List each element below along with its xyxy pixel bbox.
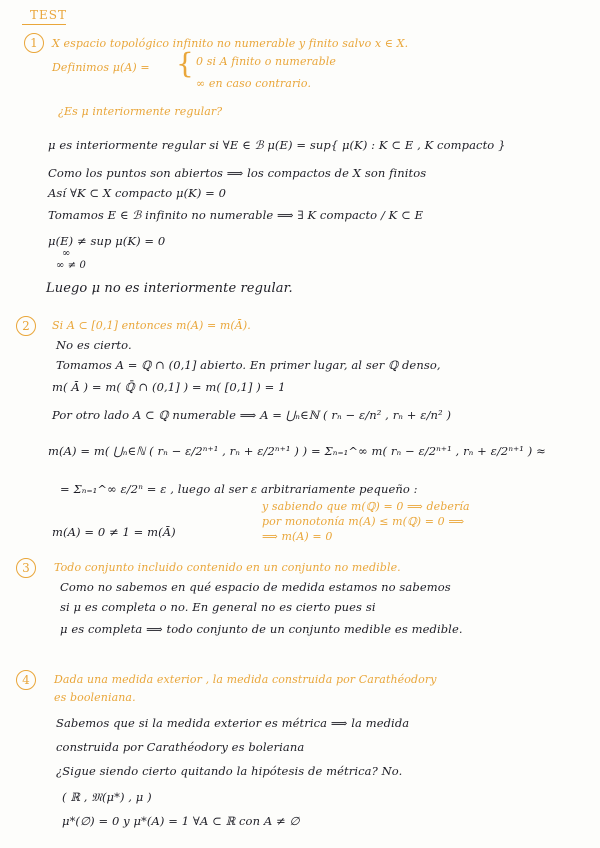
q2-conclusion: m(A) = 0 ≠ 1 = m(Ā) <box>52 525 176 539</box>
q2-statement: Si A ⊂ [0,1] entonces m(A) = m(Ā). <box>52 319 251 332</box>
q2-note-line-3: ⟹ m(A) = 0 <box>262 530 333 543</box>
q4-answer-line-3: ¿Sigue siendo cierto quitando la hipótesis de métrica? No. <box>56 764 403 778</box>
q3-answer-line-3: μ es completa ⟹ todo conjunto de un conjunto medible es medible. <box>60 622 463 636</box>
q1-answer-line-3: Así ∀K ⊂ X compacto μ(K) = 0 <box>48 186 227 200</box>
q2-answer-line-6: = Σₙ₌₁^∞ ε/2ⁿ = ε , luego al ser ε arbitrariamente pequeño : <box>60 482 418 496</box>
q2-note-line-2: por monotonía m(A) ≤ m(ℚ) = 0 ⟹ <box>262 515 465 528</box>
q2-note-line-1: y sabiendo que m(ℚ) = 0 ⟹ debería <box>262 500 470 513</box>
q4-answer-line-5: μ*(∅) = 0 y μ*(A) = 1 ∀A ⊂ ℝ con A ≠ ∅ <box>62 814 300 828</box>
q4-answer-line-1: Sabemos que si la medida exterior es métrica ⟹ la medida <box>56 716 410 730</box>
q4-answer-line-4: ( ℝ , 𝔐(μ*) , μ ) <box>62 790 152 804</box>
q1-case-otherwise: ∞ en caso contrario. <box>196 77 312 90</box>
q2-answer-line-4: Por otro lado A ⊂ ℚ numerable ⟹ A = ⋃ₙ∈ℕ ( rₙ − ε/n² , rₙ + ε/n² ) <box>52 408 452 422</box>
q2-answer-line-3: m( Ā ) = m( ℚ̄ ∩ (0,1] ) = m( [0,1] ) = 1 <box>52 380 286 394</box>
q1-conclusion: Luego μ no es interiormente regular. <box>46 281 293 296</box>
q3-answer-line-1: Como no sabemos en qué espacio de medida estamos no sabemos <box>60 580 451 594</box>
q1-question: ¿Es μ interiormente regular? <box>58 105 223 118</box>
question-number-1: 1 <box>24 33 44 53</box>
q1-answer-line-5-sub2: ∞ ≠ 0 <box>56 260 86 271</box>
question-number-4: 4 <box>16 670 36 690</box>
q1-answer-line-2: Como los puntos son abiertos ⟹ los compactos de X son finitos <box>48 166 427 180</box>
q1-definition-label: Definimos μ(A) = <box>52 61 150 74</box>
q1-statement: X espacio topológico infinito no numerable y finito salvo x ∈ X. <box>52 37 409 50</box>
q1-answer-line-4: Tomamos E ∈ ℬ infinito no numerable ⟹ ∃ K compacto / K ⊂ E <box>48 208 424 222</box>
q1-answer-line-5-sub: ∞ <box>62 248 71 259</box>
q4-answer-line-2: construida por Carathéodory es boleriana <box>56 740 305 754</box>
q4-statement-line-1: Dada una medida exterior , la medida construida por Carathéodory <box>54 673 437 686</box>
title-underline <box>22 24 66 25</box>
question-number-2: 2 <box>16 316 36 336</box>
q3-answer-line-2: si μ es completa o no. En general no es cierto pues si <box>60 600 376 614</box>
q2-answer-line-5: m(A) = m( ⋃ₙ∈ℕ ( rₙ − ε/2ⁿ⁺¹ , rₙ + ε/2ⁿ⁺¹ ) ) = Σₙ₌₁^∞ m( rₙ − ε/2ⁿ⁺¹ , rₙ + ε/2ⁿ⁺¹ ) ≈ <box>48 444 546 458</box>
q1-answer-line-5: μ(E) ≠ sup μ(K) = 0 <box>48 234 166 248</box>
q1-answer-line-1: μ es interiormente regular si ∀E ∈ ℬ μ(E) = sup{ μ(K) : K ⊂ E , K compacto } <box>48 138 506 152</box>
question-number-3: 3 <box>16 558 36 578</box>
page-title: TEST <box>30 8 67 22</box>
q4-statement-line-2: es booleniana. <box>54 691 136 704</box>
q2-answer-line-2: Tomamos A = ℚ ∩ (0,1] abierto. En primer lugar, al ser ℚ denso, <box>56 358 441 372</box>
q2-answer-line-1: No es cierto. <box>56 338 132 352</box>
q1-case-finite: 0 si A finito o numerable <box>196 55 336 68</box>
q3-statement: Todo conjunto incluido contenido en un conjunto no medible. <box>54 561 401 574</box>
q1-case-brace: { <box>176 47 194 80</box>
